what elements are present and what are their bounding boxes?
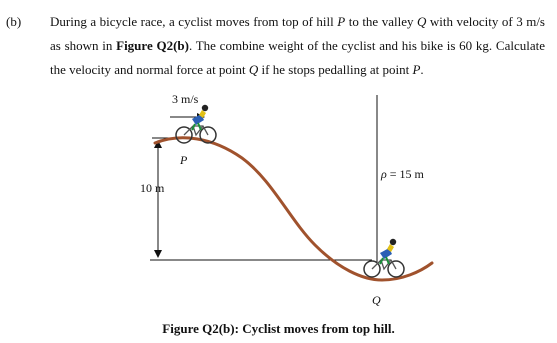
height-label: 10 m <box>140 181 165 195</box>
cyclist-valley-icon <box>364 239 404 277</box>
radius-value: = 15 m <box>386 167 424 181</box>
velocity-label: 3 m/s <box>172 92 199 106</box>
figure-reference: Figure Q2(b) <box>116 38 189 53</box>
point-p-ref: P <box>337 14 346 29</box>
problem-text-segment: if he stops pedalling at point <box>258 62 413 77</box>
point-p-ref: P <box>412 62 421 77</box>
figure-caption: Figure Q2(b): Cyclist moves from top hill. <box>162 321 395 336</box>
point-q-ref: Q <box>248 62 259 77</box>
part-label: (b) <box>6 14 22 29</box>
point-q-ref: Q <box>416 14 427 29</box>
problem-text-segment: . The combine weight of the cyclist and his bike is 60 kg. Calculate the velocity and normal force at point <box>50 38 545 77</box>
problem-text-segment: to the valley <box>345 14 417 29</box>
problem-text-segment: . <box>420 62 424 77</box>
problem-text-segment: with velocity of 3 m/s as shown in <box>50 14 545 53</box>
point-p-label: P <box>180 153 188 167</box>
radius-label <box>380 167 425 181</box>
hill-curve <box>155 138 432 280</box>
problem-text-segment: During a bicycle race, a cyclist moves from top of hill <box>50 14 338 29</box>
radius-symbol: ρ <box>381 167 387 181</box>
point-q-label: Q <box>372 293 381 307</box>
